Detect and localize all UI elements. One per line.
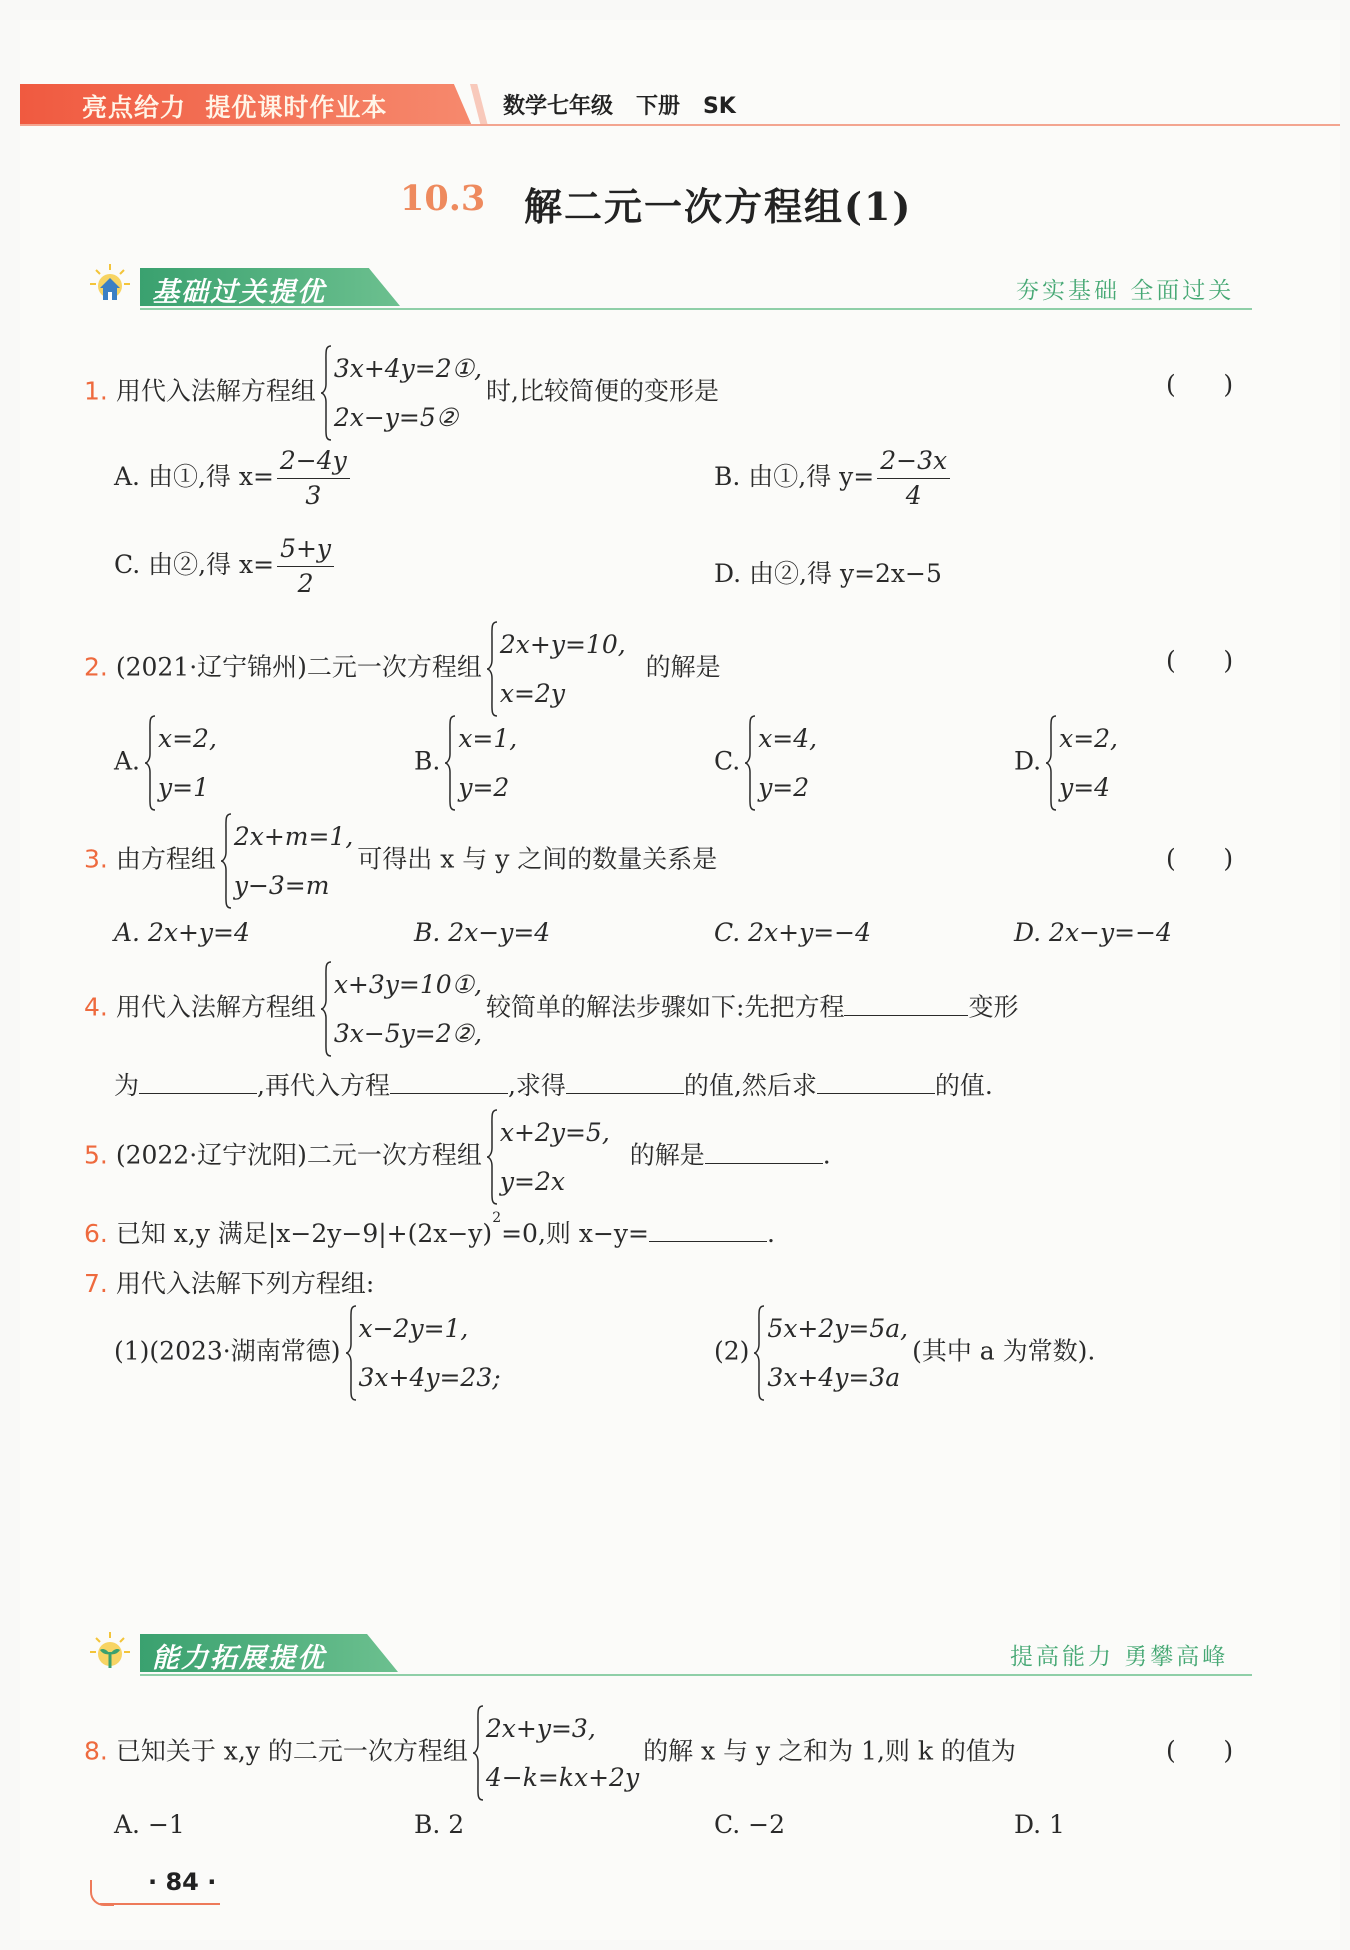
option-b: B. 2x−y=4 [414,918,551,947]
question-number: 4. [84,992,108,1022]
option-b: B. x=1, y=2 [414,714,521,812]
question-7 [84,1264,374,1300]
answer-blank[interactable] [649,1215,767,1242]
answer-paren: ( ) [1166,1736,1234,1765]
fraction: $\frac{2-4y}{3}$ [277,444,350,513]
question-4-continued: 为 ,再代入方程 ,求得 的值,然后求 的值. [114,1066,993,1102]
question-stem: 用代入法解下列方程组: [115,1269,375,1298]
question-stem: 的解是 [629,1140,705,1170]
fraction: $\frac{5+y}{2}$ [277,532,334,601]
question-number: 5. [84,1140,108,1170]
question-number: 3. [84,844,108,874]
equation-system: x−2y=1, 3x+4y=23; [345,1304,501,1402]
equation-system: x=2, y=1 [144,714,217,812]
option-d: D. x=2, y=4 [1014,714,1122,812]
section-rule [140,308,1252,310]
header-brand: 亮点给力 提优课时作业本 [82,93,388,122]
answer-blank[interactable] [817,1067,935,1094]
question-stem: 的解 x 与 y 之和为 1,则 k 的值为 [643,1736,1016,1766]
equation-system: 2x+m=1, y−3=m [220,812,353,910]
question-stem: 可得出 x 与 y 之间的数量关系是 [357,844,718,874]
option-a: A. 由①,得 x= $\frac{2-4y}{3}$ [114,444,353,513]
page-number: · 84 · [148,1868,217,1896]
header-book-info: 数学七年级 下册 SK [503,94,736,119]
question-stem: 已知关于 x,y 的二元一次方程组 [115,1736,468,1766]
equation-system: 5x+2y=5a, 3x+4y=3a [753,1304,908,1402]
answer-paren: ( ) [1166,844,1234,873]
answer-paren: ( ) [1166,646,1234,675]
question-stem: 的解是 [645,652,721,682]
fraction: $\frac{2-3x}{4}$ [877,444,950,513]
question-number: 8. [84,1736,108,1766]
question-2 [84,620,721,718]
option-c: C. −2 [714,1810,785,1839]
option-c: C. 由②,得 x= $\frac{5+y}{2}$ [114,532,337,601]
question-stem: 时,比较简便的变形是 [486,376,719,406]
option-c: C. x=4, y=2 [714,714,821,812]
answer-blank[interactable] [390,1067,508,1094]
left-brace-icon [444,714,456,812]
question-3 [84,812,717,910]
equation-system: x=2, y=4 [1045,714,1118,812]
left-brace-icon [744,714,756,812]
section-title-basic: 基础过关提优 [152,277,326,308]
answer-blank[interactable] [844,989,968,1016]
question-stem: 由方程组 [115,844,216,874]
question-1 [84,344,719,442]
equation-system: x=1, y=2 [444,714,517,812]
equation-system: x=4, y=2 [744,714,817,812]
equation-system: 2x+y=10, x=2y [486,620,626,718]
page-title: 解二元一次方程组(1) [524,184,913,229]
left-brace-icon [486,620,498,718]
section-title-advanced: 能力拓展提优 [152,1643,326,1674]
equation-system: 3x+4y=2①, 2x−y=5② [320,344,482,442]
left-brace-icon [345,1304,357,1402]
equation-system: x+3y=10①, 3x−5y=2②, [320,960,482,1058]
question-7-part-1: (1)(2023·湖南常德) x−2y=1, 3x+4y=23; [114,1304,505,1402]
question-stem: (2022·辽宁沈阳)二元一次方程组 [115,1140,482,1170]
section-number: 10.3 [400,178,486,219]
option-d: D. 2x−y=−4 [1014,918,1172,947]
question-stem: 已知 x,y 满足|x−2y−9|+(2x−y) [115,1219,493,1248]
option-b: B. 2 [414,1810,465,1839]
option-d: D. 由②,得 y=2x−5 [714,559,942,588]
answer-paren: ( ) [1166,370,1234,399]
question-number: 2. [84,652,108,682]
option-c: C. 2x+y=−4 [714,918,872,947]
question-number: 6. [84,1219,108,1248]
question-7-part-2: (2) 5x+2y=5a, 3x+4y=3a (其中 a 为常数). [714,1304,1095,1402]
left-brace-icon [320,960,332,1058]
left-brace-icon [220,812,232,910]
equation-system: 2x+y=3, 4−k=kx+2y [472,1704,639,1802]
left-brace-icon [320,344,332,442]
left-brace-icon [1045,714,1057,812]
answer-blank[interactable] [566,1067,684,1094]
section-rule [140,1674,1252,1676]
option-a: A. x=2, y=1 [114,714,221,812]
equation-system: x+2y=5, y=2x [486,1108,610,1206]
page-number-rule [100,1903,220,1905]
left-brace-icon [753,1304,765,1402]
question-number: 7. [84,1269,108,1298]
option-a: A. −1 [114,1810,185,1839]
question-stem: 用代入法解方程组 [115,376,316,406]
question-4: 4. 用代入法解方程组 x+3y=10①, 3x−5y=2②, 较简单的解法步骤如下:先把方程 变形 [84,960,1018,1058]
question-8 [84,1704,1016,1802]
question-stem: 用代入法解方程组 [115,992,316,1022]
left-brace-icon [472,1704,484,1802]
question-5: 5. (2022·辽宁沈阳)二元一次方程组 x+2y=5, y=2x 的解是 . [84,1108,831,1206]
option-b: B. 由①,得 y= $\frac{2-3x}{4}$ [714,444,953,513]
question-stem: 较简单的解法步骤如下:先把方程 [486,992,845,1022]
left-brace-icon [486,1108,498,1206]
lightbulb-house-icon [88,262,132,306]
header-rule [20,124,1340,126]
question-6: 6. 已知 x,y 满足$|x-2y-9|+(2x-y)^2=0$,则 x−y= . [84,1210,775,1248]
section-slogan-advanced: 提高能力 勇攀高峰 [1010,1644,1229,1670]
question-number: 1. [84,376,108,406]
option-a: A. 2x+y=4 [114,918,250,947]
question-stem: (2021·辽宁锦州)二元一次方程组 [115,652,482,682]
lightbulb-plant-icon [88,1630,132,1674]
option-d: D. 1 [1014,1810,1065,1839]
section-slogan-basic: 夯实基础 全面过关 [1016,278,1235,304]
left-brace-icon [144,714,156,812]
answer-blank[interactable] [705,1137,823,1164]
answer-blank[interactable] [139,1067,257,1094]
